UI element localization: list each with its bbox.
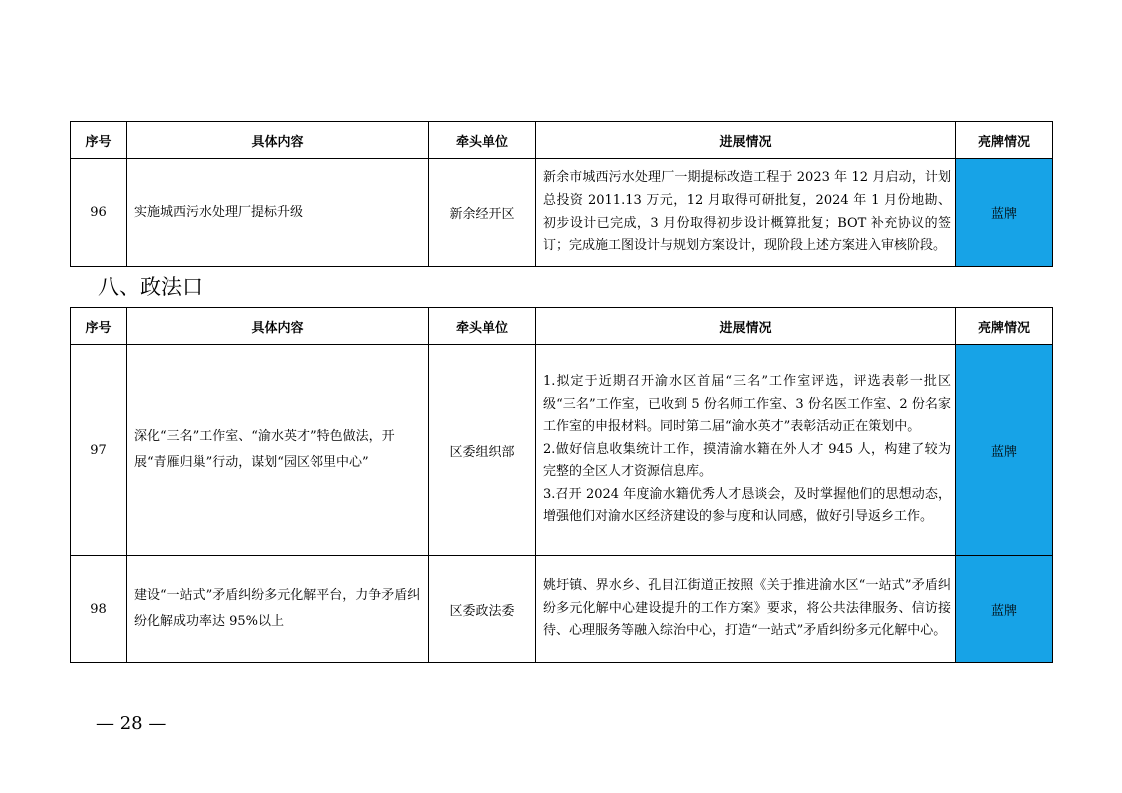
table-header-row — [71, 122, 1053, 159]
row-progress: 姚圩镇、界水乡、孔目江街道正按照《关于推进渝水区“一站式”矛盾纠纷多元化解中心建设提升的工作方案》要求，将公共法律服务、信访接待、心理服务等融入综治中心，打造“一站式”矛盾纠纷多元化解中心。 — [536, 556, 956, 663]
section-title: 八、政法口 — [98, 275, 203, 299]
row-unit: 区委政法委 — [429, 556, 536, 663]
row-unit: 区委组织部 — [429, 345, 536, 556]
header-num: 序号 — [71, 308, 127, 345]
table-header-row — [71, 308, 1053, 345]
table-row — [71, 159, 1053, 267]
table-row — [71, 345, 1053, 556]
row-content: 建设“一站式”矛盾纠纷多元化解平台，力争矛盾纠纷化解成功率达 95%以上 — [127, 556, 429, 663]
status-badge: 蓝牌 — [956, 159, 1053, 267]
header-progress: 进展情况 — [536, 122, 956, 159]
header-status: 亮牌情况 — [956, 122, 1053, 159]
row-number: 97 — [71, 345, 127, 556]
row-unit: 新余经开区 — [429, 159, 536, 267]
row-number: 96 — [71, 159, 127, 267]
header-content: 具体内容 — [127, 122, 429, 159]
header-content: 具体内容 — [127, 308, 429, 345]
header-progress: 进展情况 — [536, 308, 956, 345]
row-progress: 1.拟定于近期召开渝水区首届“三名”工作室评选，评选表彰一批区级“三名”工作室，已收到 5 份名师工作室、3 份名医工作室、2 份名家工作室的申报材料。同时第二届“渝水英才”表彰活动正在策划中。 2.做好信息收集统计工作，摸清渝水籍在外人才 945 人，构建了较为完整的全区人才资源信息库。 3.召开 2024 年度渝水籍优秀人才恳谈会，及时掌握他们的思想动态，增强他们对渝水区经济建设的参与度和认同感，做好引导返乡工作。 — [536, 345, 956, 556]
header-unit: 牵头单位 — [429, 308, 536, 345]
row-progress: 新余市城西污水处理厂一期提标改造工程于 2023 年 12 月启动，计划总投资 2011.13 万元，12 月取得可研批复，2024 年 1 月份地勘、初步设计已完成，3 月份取得初步设计概算批复；BOT 补充协议的签订；完成施工图设计与规划方案设计，现阶段上述方案进入审核阶段。 — [536, 159, 956, 267]
status-badge: 蓝牌 — [956, 556, 1053, 663]
page-number: — 28 — — [96, 713, 167, 734]
header-unit: 牵头单位 — [429, 122, 536, 159]
row-content: 实施城西污水处理厂提标升级 — [127, 159, 429, 267]
table-bottom — [70, 307, 1053, 663]
header-num: 序号 — [71, 122, 127, 159]
status-badge: 蓝牌 — [956, 345, 1053, 556]
header-status: 亮牌情况 — [956, 308, 1053, 345]
row-content: 深化“三名”工作室、“渝水英才”特色做法，开展“青雁归巢”行动，谋划“园区邻里中心” — [127, 345, 429, 556]
table-top — [70, 121, 1053, 267]
table-row — [71, 556, 1053, 663]
row-number: 98 — [71, 556, 127, 663]
